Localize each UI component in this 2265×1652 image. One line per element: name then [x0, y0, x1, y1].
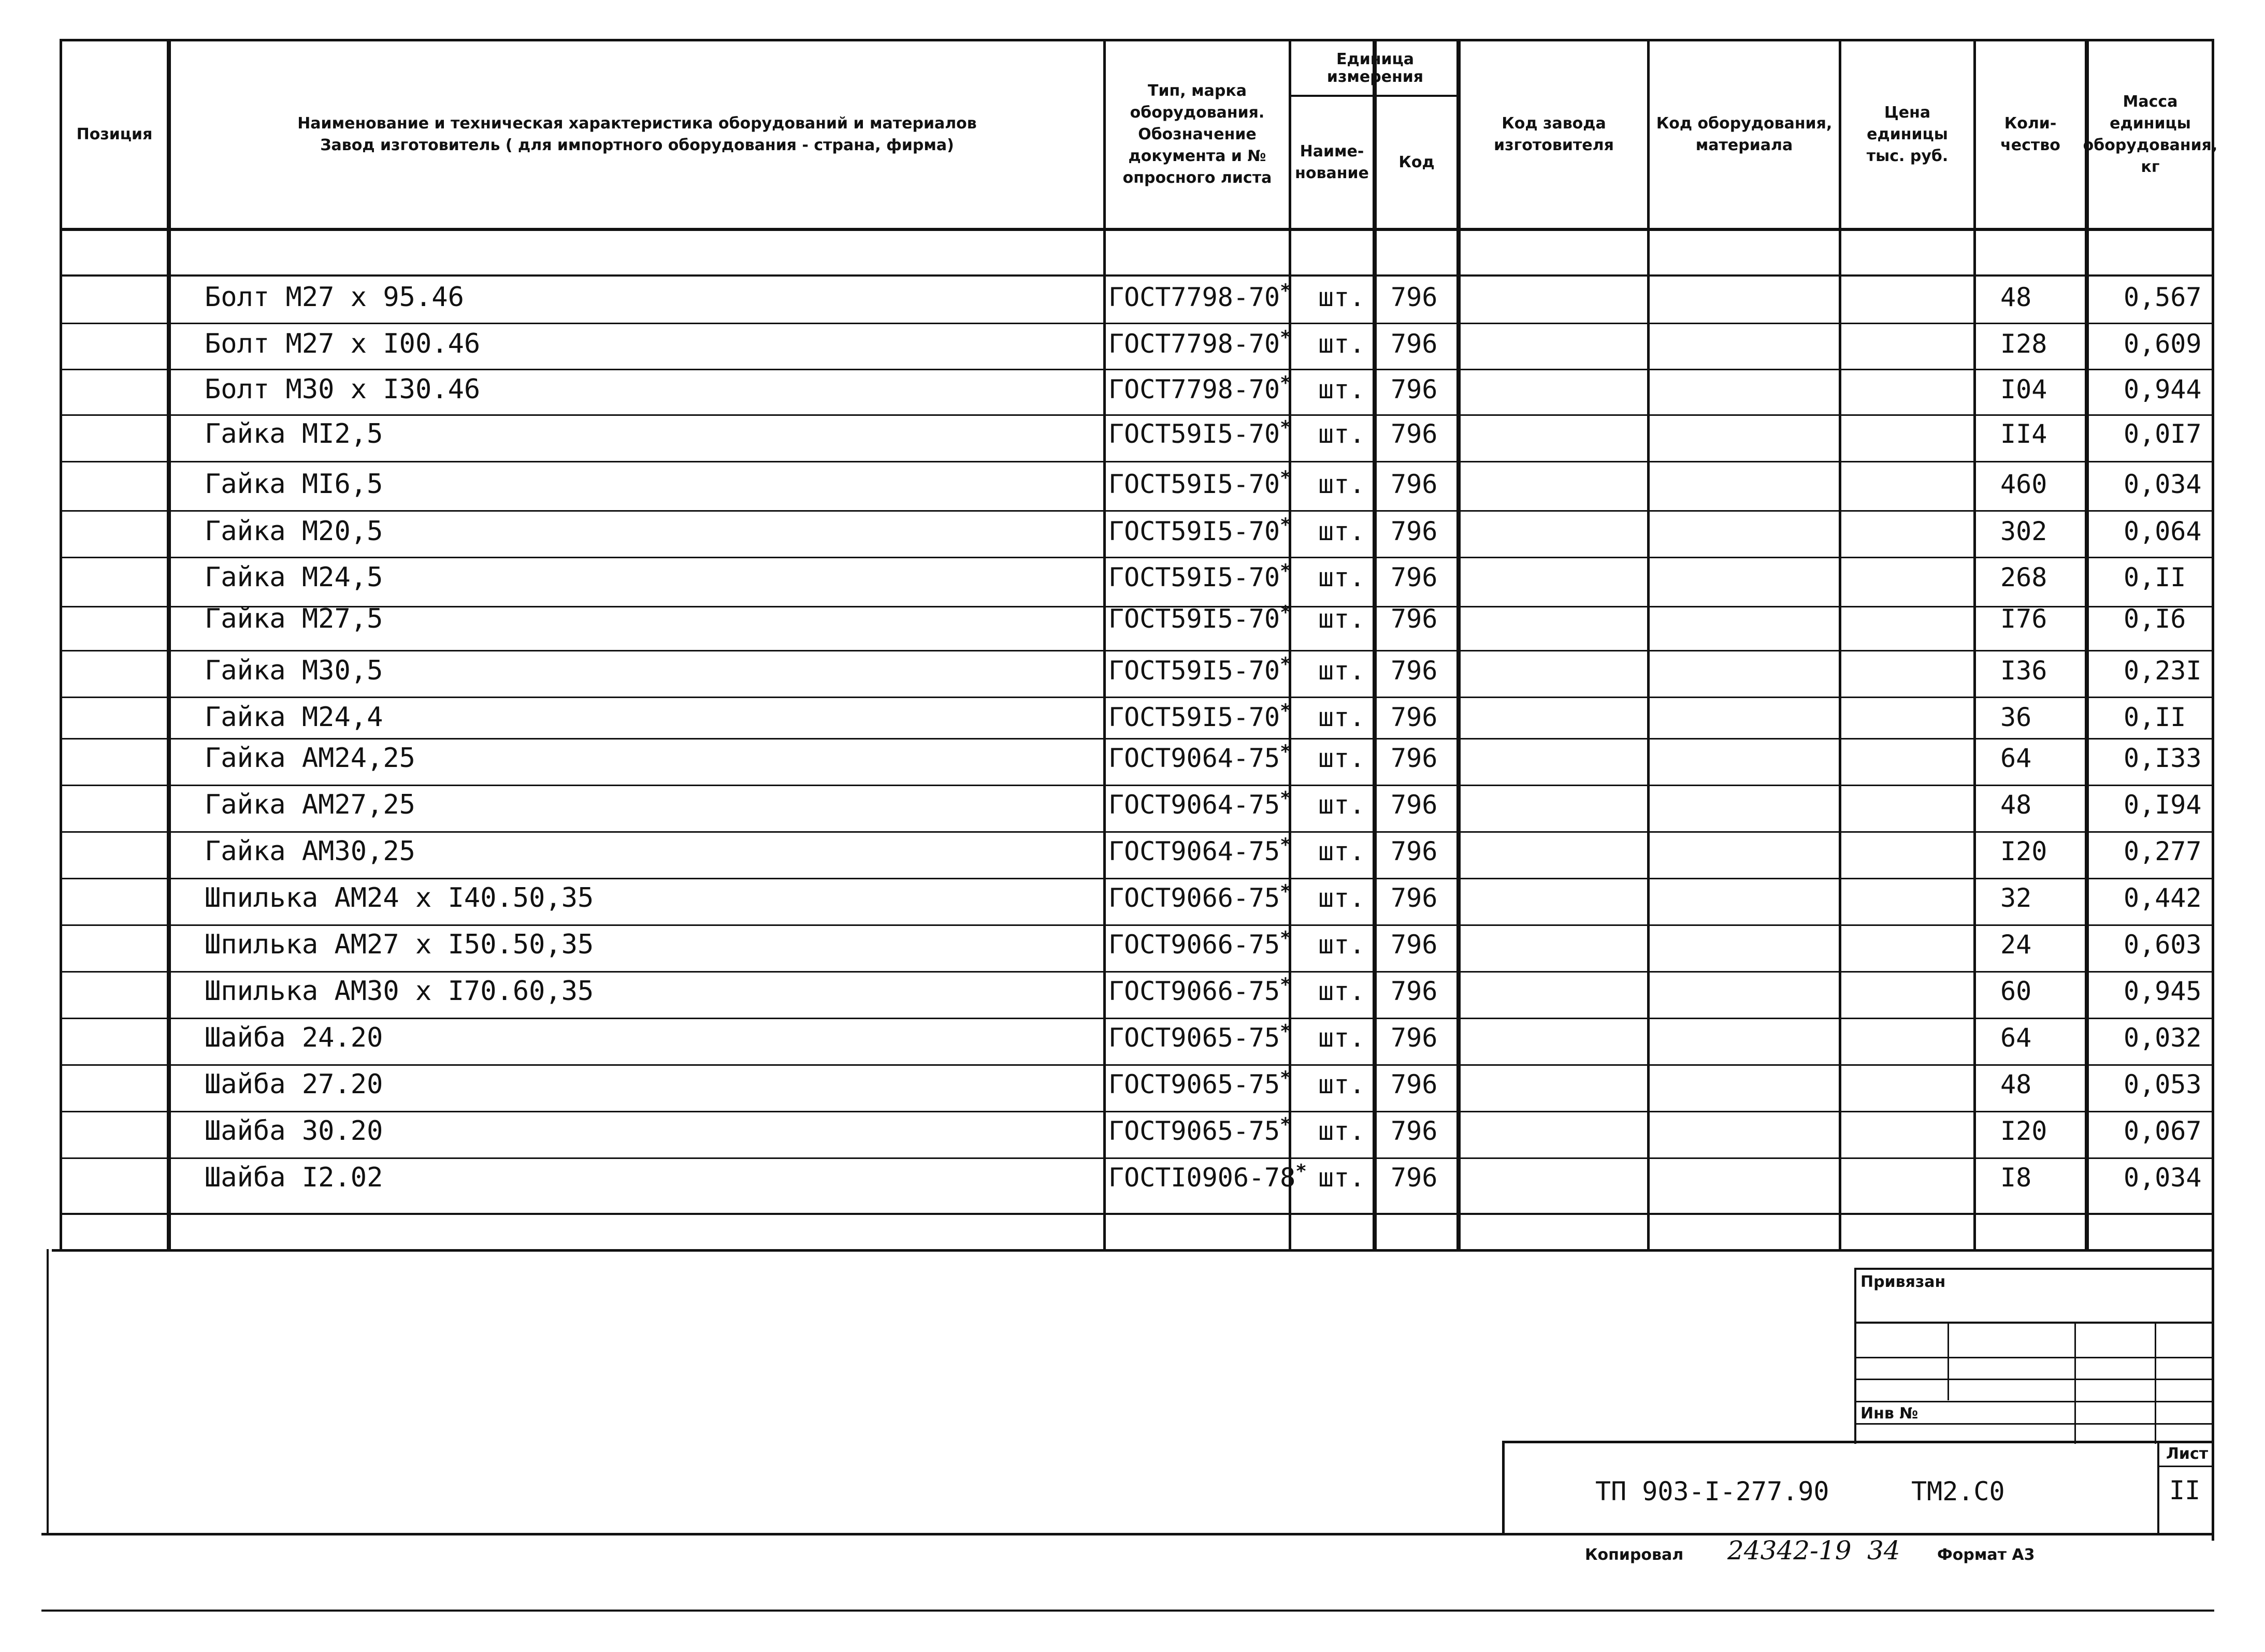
header-mass-line3: оборудования,: [2083, 136, 2218, 154]
row-name: Шайба 30.20: [205, 1115, 383, 1147]
stamp-line: [1947, 1322, 1949, 1400]
stamp-inv-label: Инв №: [1860, 1404, 1918, 1423]
stamp-line: [1502, 1441, 2212, 1443]
stamp-sheet-number: II: [2169, 1475, 2201, 1505]
row-unit: шт.: [1318, 790, 1365, 820]
row-standard-code: ГОСТ7798-70: [1108, 329, 1280, 359]
row-qty: 302: [2000, 516, 2047, 546]
row-standard-mark: *: [1280, 881, 1291, 903]
row-unit: шт.: [1318, 656, 1365, 686]
row-qty: 64: [2000, 1023, 2032, 1053]
header-unit-group: [1291, 41, 1459, 95]
header-type-line2: оборудования.: [1130, 104, 1265, 122]
table-row-divider: [62, 369, 2212, 370]
header-factory-code-line1: Код завода: [1502, 114, 1606, 133]
row-standard: [1108, 743, 1291, 774]
row-mass: 0,I33: [2124, 743, 2202, 773]
row-mass: 0,034: [2124, 469, 2202, 499]
row-mass: 0,277: [2124, 836, 2202, 866]
row-standard-code: ГОСТ59I5-70: [1108, 604, 1280, 634]
row-standard: [1108, 1115, 1291, 1147]
header-factory-code-line2: изготовителя: [1494, 136, 1614, 154]
row-name: Гайка АМ27,25: [205, 789, 415, 820]
row-standard-mark: *: [1280, 280, 1291, 302]
row-mass: 0,I94: [2124, 790, 2202, 820]
row-name: Болт М30 х I30.46: [205, 374, 481, 405]
row-standard: [1108, 702, 1291, 733]
row-standard: [1108, 929, 1291, 960]
row-code: 796: [1391, 562, 1438, 592]
table-row-divider: [62, 785, 2212, 786]
row-standard-code: ГОСТ9064-75: [1108, 836, 1280, 866]
table-row-divider: [62, 831, 2212, 833]
table-row-divider: [62, 1018, 2212, 1019]
header-unit-name: [1291, 97, 1373, 228]
row-name: Гайка АМ30,25: [205, 836, 415, 867]
row-standard-mark: *: [1280, 560, 1291, 582]
header-price-line1: Цена: [1884, 104, 1931, 122]
stamp-line: [1502, 1441, 1505, 1534]
row-mass: 0,23I: [2124, 656, 2202, 686]
row-qty: I8: [2000, 1163, 2032, 1193]
header-type-line4: документа и №: [1128, 147, 1266, 165]
stamp-line: [1854, 1268, 1856, 1444]
table-row-divider: [62, 697, 2212, 698]
row-unit: шт.: [1318, 1116, 1365, 1146]
row-standard-mark: *: [1280, 327, 1291, 349]
row-name: Гайка МI2,5: [205, 418, 383, 450]
table-row-divider: [62, 924, 2212, 926]
row-mass: 0,945: [2124, 976, 2202, 1006]
row-code: 796: [1391, 1069, 1438, 1099]
row-unit: шт.: [1318, 976, 1365, 1006]
row-mass: 0,944: [2124, 374, 2202, 404]
row-qty: II4: [2000, 419, 2047, 449]
header-type: [1106, 41, 1289, 228]
header-factory-code: [1461, 41, 1647, 228]
stamp-line: [1854, 1268, 2212, 1270]
page-trim-line: [41, 1610, 2214, 1612]
row-name: Гайка М24,4: [205, 702, 383, 733]
row-name: Гайка М27,5: [205, 603, 383, 634]
row-code: 796: [1391, 976, 1438, 1006]
row-standard-mark: *: [1280, 1067, 1291, 1089]
row-standard-mark: *: [1295, 1161, 1307, 1182]
row-standard-mark: *: [1280, 654, 1291, 675]
header-divider: [60, 228, 2214, 231]
row-standard-mark: *: [1280, 514, 1291, 536]
stamp-line: [1854, 1401, 2212, 1402]
header-name: [171, 41, 1103, 228]
row-mass: 0,603: [2124, 930, 2202, 960]
stamp-attached-label: Привязан: [1860, 1273, 1946, 1291]
row-mass: 0,053: [2124, 1069, 2202, 1099]
row-standard-code: ГОСТ9066-75: [1108, 976, 1280, 1006]
row-unit: шт.: [1318, 604, 1365, 634]
header-equip-code-line1: Код оборудования,: [1656, 114, 1833, 133]
row-standard-code: ГОСТ7798-70: [1108, 374, 1280, 404]
row-standard: [1108, 976, 1291, 1007]
row-name: Шпилька АМ30 х I70.60,35: [205, 976, 594, 1007]
row-code: 796: [1391, 1116, 1438, 1146]
row-standard: [1108, 328, 1291, 359]
row-qty: I04: [2000, 374, 2047, 404]
row-qty: 64: [2000, 743, 2032, 773]
row-code: 796: [1391, 930, 1438, 960]
row-name: Шайба I2.02: [205, 1162, 383, 1193]
stamp-line: [1854, 1423, 2212, 1425]
row-standard-code: ГОСТ59I5-70: [1108, 562, 1280, 592]
row-unit: шт.: [1318, 702, 1365, 732]
row-code: 796: [1391, 790, 1438, 820]
row-mass: 0,442: [2124, 883, 2202, 913]
row-qty: I76: [2000, 604, 2047, 634]
header-price: [1841, 41, 1973, 228]
row-unit: шт.: [1318, 1023, 1365, 1053]
row-code: 796: [1391, 883, 1438, 913]
row-unit: шт.: [1318, 329, 1365, 359]
row-standard-code: ГОСТ59I5-70: [1108, 469, 1280, 499]
table-col-divider: [167, 39, 171, 1251]
table-row-divider: [60, 1213, 2214, 1215]
table-row-divider: [62, 414, 2212, 416]
row-unit: шт.: [1318, 419, 1365, 449]
row-unit: шт.: [1318, 836, 1365, 866]
row-name: Шпилька АМ24 х I40.50,35: [205, 882, 594, 914]
table-row-divider: [60, 274, 2214, 277]
stamp-line: [2157, 1466, 2212, 1467]
row-code: 796: [1391, 374, 1438, 404]
row-code: 796: [1391, 1023, 1438, 1053]
table-row-divider: [62, 557, 2212, 558]
row-standard-code: ГОСТ9065-75: [1108, 1116, 1280, 1146]
table-col-divider: [1373, 39, 1377, 1251]
row-standard-mark: *: [1280, 602, 1291, 624]
header-type-line3: Обозначение: [1138, 125, 1257, 143]
stamp-line: [2155, 1322, 2156, 1444]
row-code: 796: [1391, 656, 1438, 686]
row-name: Шайба 24.20: [205, 1022, 383, 1053]
row-code: 796: [1391, 516, 1438, 546]
row-qty: 60: [2000, 976, 2032, 1006]
footer-format-label: Формат А3: [1937, 1546, 2035, 1564]
row-standard-mark: *: [1280, 974, 1291, 996]
stamp-line: [2157, 1441, 2159, 1534]
row-unit: шт.: [1318, 282, 1365, 312]
row-standard-mark: *: [1280, 700, 1291, 722]
row-unit: шт.: [1318, 930, 1365, 960]
row-code: 796: [1391, 329, 1438, 359]
row-mass: 0,I6: [2124, 604, 2186, 634]
row-name: Гайка М30,5: [205, 655, 383, 686]
row-standard: [1108, 655, 1291, 686]
row-unit: шт.: [1318, 516, 1365, 546]
row-code: 796: [1391, 469, 1438, 499]
table-row-divider: [62, 461, 2212, 462]
table-col-divider: [1456, 39, 1461, 1251]
row-code: 796: [1391, 604, 1438, 634]
row-name: Гайка М20,5: [205, 516, 383, 547]
row-standard: [1108, 789, 1291, 820]
row-standard: [1108, 469, 1291, 500]
header-mass-line1: Масса: [2123, 93, 2178, 111]
row-qty: 32: [2000, 883, 2032, 913]
row-standard-code: ГОСТ9065-75: [1108, 1069, 1280, 1099]
row-standard-mark: *: [1280, 1021, 1291, 1042]
footer-hand-sheet: 34: [1867, 1535, 1900, 1566]
row-name: Болт М27 х I00.46: [205, 328, 481, 359]
table-col-divider: [2085, 39, 2089, 1251]
row-standard-code: ГОСТ59I5-70: [1108, 516, 1280, 546]
header-mass-line4: кг: [2141, 158, 2160, 176]
row-standard-code: ГОСТ59I5-70: [1108, 702, 1280, 732]
row-name: Гайка МI6,5: [205, 469, 383, 500]
row-mass: 0,064: [2124, 516, 2202, 546]
row-standard-code: ГОСТ9064-75: [1108, 743, 1280, 773]
table-row-divider: [62, 878, 2212, 879]
header-unit-code-label: Код: [1398, 153, 1435, 171]
header-equip-code: [1650, 41, 1839, 228]
row-standard-mark: *: [1280, 788, 1291, 809]
row-code: 796: [1391, 702, 1438, 732]
row-standard: [1108, 374, 1291, 405]
row-qty: 48: [2000, 1069, 2032, 1099]
row-name: Болт М27 х 95.46: [205, 282, 464, 313]
row-standard: [1108, 418, 1291, 450]
stamp-line: [2074, 1322, 2076, 1444]
header-type-line5: опросного листа: [1122, 169, 1272, 187]
row-unit: шт.: [1318, 1069, 1365, 1099]
table-row-divider: [62, 738, 2212, 740]
header-name-line1: Наименование и техническая характеристика оборудований и материалов: [297, 114, 977, 133]
stamp-doc-number: ТП 903-I-277.90: [1595, 1476, 1829, 1506]
row-standard-mark: *: [1280, 928, 1291, 949]
row-standard-code: ГОСТ59I5-70: [1108, 656, 1280, 686]
row-unit: шт.: [1318, 469, 1365, 499]
row-mass: 0,032: [2124, 1023, 2202, 1053]
row-standard-code: ГОСТ9065-75: [1108, 1023, 1280, 1053]
row-qty: 48: [2000, 790, 2032, 820]
row-standard: [1108, 282, 1291, 313]
row-standard: [1108, 836, 1291, 867]
row-mass: 0,II: [2124, 702, 2186, 732]
header-unit-group-line2: измерения: [1326, 67, 1424, 86]
row-code: 796: [1391, 282, 1438, 312]
table-row-divider: [62, 971, 2212, 973]
row-standard: [1108, 603, 1291, 634]
row-name: Шпилька АМ27 х I50.50,35: [205, 929, 594, 960]
table-row-divider: [62, 1111, 2212, 1112]
row-standard-code: ГОСТ7798-70: [1108, 282, 1280, 312]
row-qty: 268: [2000, 562, 2047, 592]
row-standard: [1108, 882, 1291, 914]
header-unit-name-line2: нование: [1295, 164, 1369, 182]
row-standard: [1108, 1069, 1291, 1100]
row-standard-code: ГОСТ9066-75: [1108, 930, 1280, 960]
row-name: Гайка АМ24,25: [205, 743, 415, 774]
stamp-line: [1854, 1379, 2212, 1380]
row-standard-code: ГОСТ59I5-70: [1108, 419, 1280, 449]
row-qty: I20: [2000, 1116, 2047, 1146]
row-unit: шт.: [1318, 562, 1365, 592]
row-unit: шт.: [1318, 374, 1365, 404]
row-standard: [1108, 516, 1291, 547]
row-mass: 0,067: [2124, 1116, 2202, 1146]
table-row-divider: [62, 323, 2212, 324]
row-code: 796: [1391, 836, 1438, 866]
row-mass: 0,034: [2124, 1163, 2202, 1193]
row-standard-mark: *: [1280, 417, 1291, 439]
sheet-border-left: [47, 1249, 49, 1534]
row-qty: I28: [2000, 329, 2047, 359]
footer-hand-number: 24342-19: [1727, 1535, 1852, 1566]
row-qty: 460: [2000, 469, 2047, 499]
table-row-divider: [62, 510, 2212, 512]
header-position-label: Позиция: [76, 125, 153, 143]
stamp-doc-section: ТМ2.С0: [1911, 1476, 2005, 1506]
table-border-right: [2212, 39, 2214, 1541]
row-qty: I36: [2000, 656, 2047, 686]
row-standard-mark: *: [1280, 372, 1291, 394]
header-qty-line1: Коли-: [2004, 114, 2057, 133]
row-standard-code: ГОСТ9066-75: [1108, 883, 1280, 913]
row-standard-mark: *: [1280, 741, 1291, 763]
header-unit-group-line1: Единица: [1336, 50, 1414, 68]
header-qty-line2: чество: [2000, 136, 2060, 154]
header-position: [62, 41, 167, 228]
row-name: Гайка М24,5: [205, 562, 383, 593]
table-row-divider: [62, 1157, 2212, 1159]
header-price-line3: тыс. руб.: [1866, 147, 1949, 165]
row-mass: 0,609: [2124, 329, 2202, 359]
row-mass: 0,II: [2124, 562, 2186, 592]
row-qty: 24: [2000, 930, 2032, 960]
row-unit: шт.: [1318, 883, 1365, 913]
row-standard: [1108, 562, 1291, 593]
footer-copied-label: Копировал: [1585, 1546, 1684, 1564]
header-equip-code-line2: материала: [1695, 136, 1793, 154]
row-mass: 0,567: [2124, 282, 2202, 312]
row-unit: шт.: [1318, 1163, 1365, 1193]
row-standard-mark: *: [1280, 467, 1291, 489]
stamp-sheet-label: Лист: [2166, 1445, 2209, 1463]
row-unit: шт.: [1318, 743, 1365, 773]
row-qty: 48: [2000, 282, 2032, 312]
table-row-divider: [62, 650, 2212, 651]
header-unit-code: [1377, 97, 1456, 228]
header-price-line2: единицы: [1867, 125, 1948, 143]
row-standard: [1108, 1022, 1291, 1053]
header-mass-line2: единицы: [2110, 114, 2191, 133]
header-unit-name-line1: Наиме-: [1300, 142, 1364, 161]
row-standard-mark: *: [1280, 1114, 1291, 1136]
row-code: 796: [1391, 1163, 1438, 1193]
row-standard-mark: *: [1280, 834, 1291, 856]
row-code: 796: [1391, 743, 1438, 773]
row-standard-code: ГОСТI0906-78: [1108, 1163, 1296, 1193]
row-code: 796: [1391, 419, 1438, 449]
row-standard: [1108, 1162, 1307, 1193]
header-type-line1: Тип, марка: [1148, 82, 1247, 100]
row-qty: 36: [2000, 702, 2032, 732]
row-standard-code: ГОСТ9064-75: [1108, 790, 1280, 820]
stamp-line: [1854, 1357, 2212, 1358]
row-name: Шайба 27.20: [205, 1069, 383, 1100]
stamp-line: [1854, 1322, 2212, 1324]
row-qty: I20: [2000, 836, 2047, 866]
header-mass: [2083, 41, 2218, 228]
header-qty: [1976, 41, 2085, 228]
header-name-line2: Завод изготовитель ( для импортного оборудования - страна, фирма): [320, 136, 954, 154]
table-border-bottom: [52, 1249, 2214, 1252]
table-row-divider: [62, 1064, 2212, 1066]
row-mass: 0,0I7: [2124, 419, 2202, 449]
